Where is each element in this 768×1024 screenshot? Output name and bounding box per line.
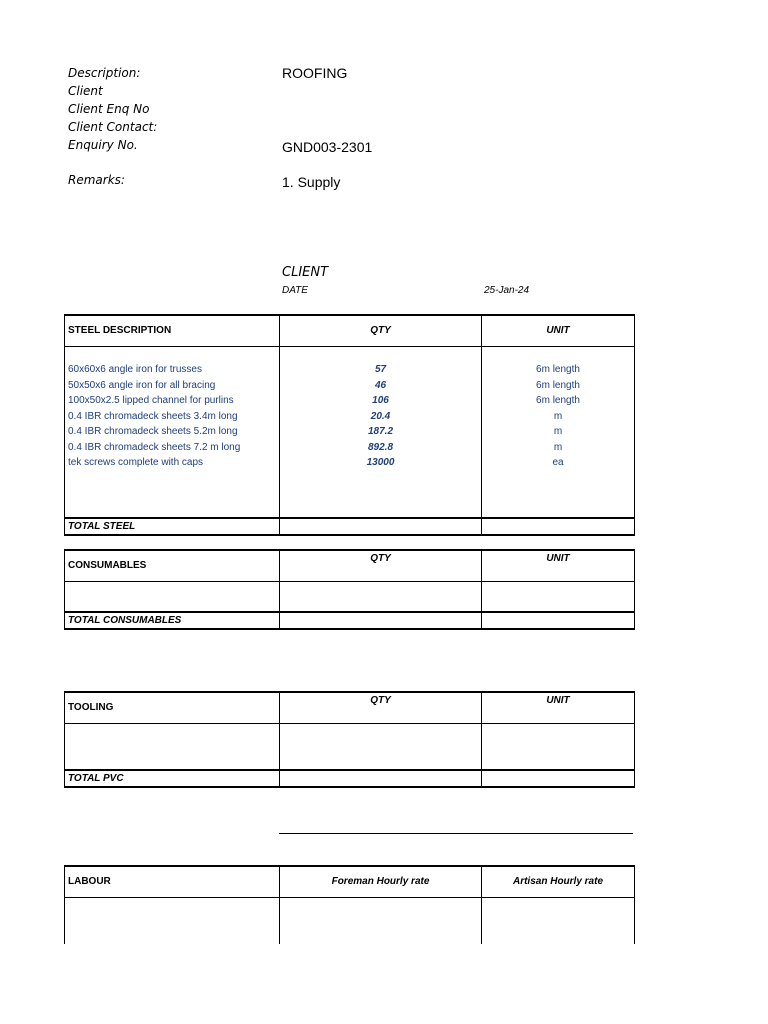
consumables-unit-header: UNIT [482, 550, 635, 581]
item-description: 0.4 IBR chromadeck sheets 5.2m long [65, 424, 280, 440]
item-qty: 187.2 [280, 424, 482, 440]
table-row [65, 424, 635, 440]
table-blank-row [65, 897, 635, 944]
table-blank-row [65, 581, 635, 612]
tooling-table [64, 691, 635, 788]
artisan-rate-header: Artisan Hourly rate [482, 866, 635, 897]
total-consumables-qty [280, 612, 482, 629]
item-qty: 20.4 [280, 409, 482, 425]
consumables-table [64, 549, 635, 630]
table-row [65, 362, 635, 378]
table-row [65, 409, 635, 425]
table-row [65, 440, 635, 456]
tooling-total-row [65, 770, 635, 787]
total-pvc-label: TOTAL PVC [65, 770, 280, 787]
labour-header-row [65, 866, 635, 897]
tooling-description-header: TOOLING [65, 692, 280, 723]
enquiry-no-value: GND003-2301 [282, 139, 373, 155]
steel-unit-header: UNIT [482, 315, 635, 346]
item-description: 100x50x2.5 lipped channel for purlins [65, 393, 280, 409]
total-pvc-unit [482, 770, 635, 787]
item-unit: m [482, 440, 635, 456]
total-steel-label: TOTAL STEEL [65, 518, 280, 535]
item-unit: 6m length [482, 393, 635, 409]
tooling-header-row [65, 692, 635, 723]
tooling-qty-header: QTY [280, 692, 482, 723]
steel-qty-header: QTY [280, 315, 482, 346]
consumables-header-row [65, 550, 635, 581]
table-row [65, 455, 635, 471]
steel-total-row [65, 518, 635, 535]
item-description: tek screws complete with caps [65, 455, 280, 471]
steel-description-header: STEEL DESCRIPTION [65, 315, 280, 346]
total-steel-qty [280, 518, 482, 535]
consumables-total-row [65, 612, 635, 629]
item-qty: 892.8 [280, 440, 482, 456]
item-description: 0.4 IBR chromadeck sheets 7.2 m long [65, 440, 280, 456]
item-qty: 46 [280, 378, 482, 394]
consumables-description-header: CONSUMABLES [65, 550, 280, 581]
table-spacer [65, 346, 635, 362]
client-title: CLIENT [282, 265, 329, 280]
client-label: Client [68, 84, 103, 98]
table-row [65, 393, 635, 409]
item-qty: 57 [280, 362, 482, 378]
client-enq-no-label: Client Enq No [68, 102, 150, 116]
steel-table [64, 314, 635, 536]
table-row [65, 378, 635, 394]
enquiry-no-label: Enquiry No. [68, 138, 138, 152]
total-steel-unit [482, 518, 635, 535]
date-value: 25-Jan-24 [484, 285, 530, 296]
total-pvc-qty [280, 770, 482, 787]
description-label: Description: [68, 66, 141, 80]
remarks-value: 1. Supply [282, 174, 341, 190]
description-value: ROOFING [282, 65, 348, 81]
total-consumables-unit [482, 612, 635, 629]
item-unit: m [482, 424, 635, 440]
labour-description-header: LABOUR [65, 866, 280, 897]
item-qty: 106 [280, 393, 482, 409]
item-unit: ea [482, 455, 635, 471]
client-contact-label: Client Contact: [68, 120, 158, 134]
total-consumables-label: TOTAL CONSUMABLES [65, 612, 280, 629]
date-label: DATE [282, 285, 308, 296]
separator-line [279, 833, 633, 834]
table-blank-row [65, 471, 635, 518]
item-unit: m [482, 409, 635, 425]
item-qty: 13000 [280, 455, 482, 471]
item-unit: 6m length [482, 362, 635, 378]
item-description: 50x50x6 angle iron for all bracing [65, 378, 280, 394]
consumables-qty-header: QTY [280, 550, 482, 581]
item-description: 0.4 IBR chromadeck sheets 3.4m long [65, 409, 280, 425]
remarks-label: Remarks: [68, 173, 125, 187]
item-unit: 6m length [482, 378, 635, 394]
tooling-unit-header: UNIT [482, 692, 635, 723]
steel-header-row [65, 315, 635, 346]
labour-table [64, 865, 635, 944]
foreman-rate-header: Foreman Hourly rate [280, 866, 482, 897]
table-blank-row [65, 723, 635, 770]
item-description: 60x60x6 angle iron for trusses [65, 362, 280, 378]
